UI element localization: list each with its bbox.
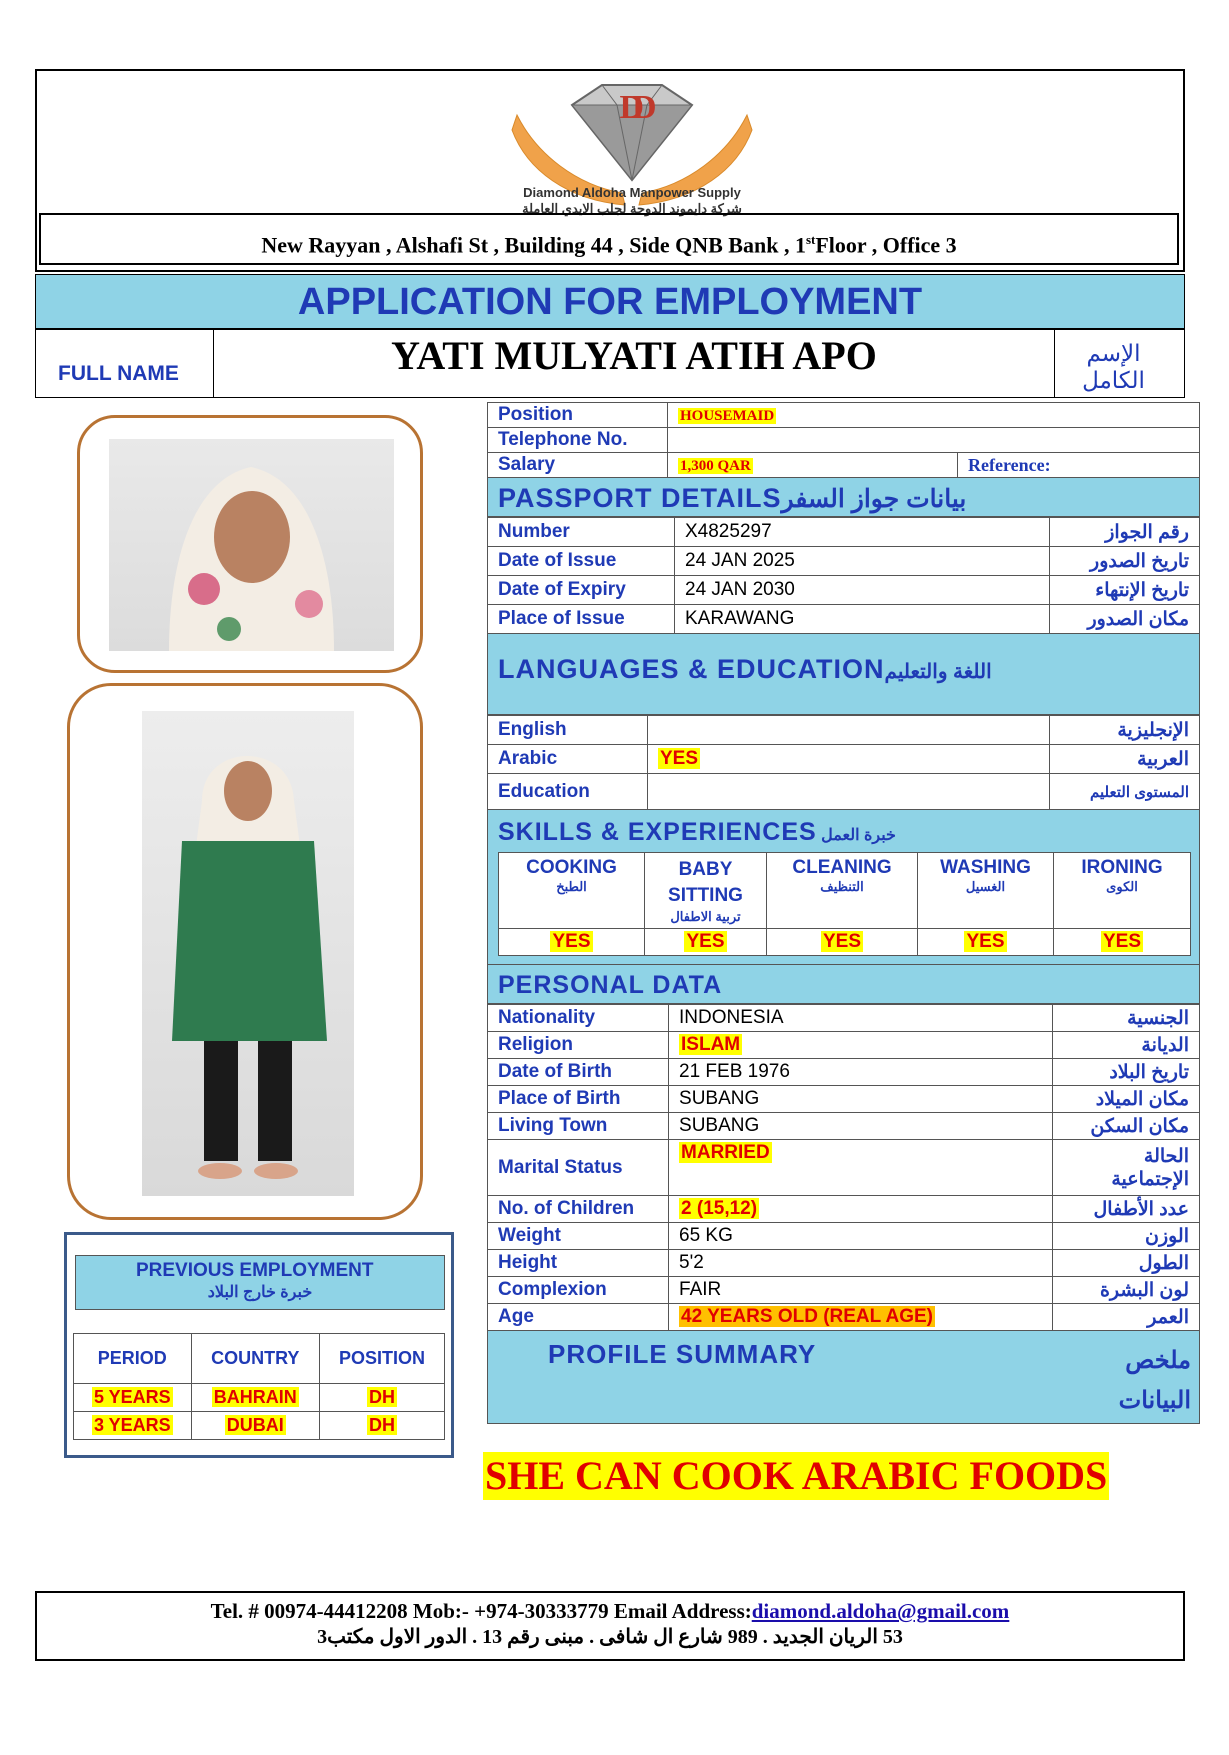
complexion-value: FAIR (669, 1277, 1053, 1304)
profile-summary-title-ar: ملخص البيانات (1118, 1347, 1191, 1414)
skill-washing-ar: الغسيل (965, 879, 1006, 894)
skill-babysitting-label: BABY SITTING (668, 859, 743, 906)
personal-table (487, 1004, 1200, 1331)
telephone-label: Telephone No. (488, 428, 668, 453)
marital-status-value: MARRIED (681, 1142, 770, 1163)
salary-value: 1,300 QAR (680, 458, 751, 474)
company-name-ar: شركة دايموند الدوحة لجلب الايدي العاملة (522, 201, 742, 216)
passport-section-header (487, 478, 1200, 517)
header-box (35, 69, 1185, 272)
previous-employment-title-ar: خبرة خارج البلاد (207, 1284, 313, 1301)
remark-banner (483, 1452, 1109, 1500)
table-row (488, 774, 1200, 810)
details-column (487, 402, 1200, 1424)
passport-issue-value: 24 JAN 2025 (675, 547, 1050, 576)
full-body-photo-frame (67, 683, 423, 1220)
arabic-value: YES (660, 748, 699, 769)
profile-summary-section (487, 1331, 1200, 1424)
previous-employment-box (64, 1232, 454, 1458)
skill-cleaning-label: CLEANING (792, 857, 892, 878)
job-table (487, 402, 1200, 478)
passport-number-label: Number (488, 518, 675, 547)
table-row (488, 1059, 1200, 1086)
skills-section (487, 810, 1200, 965)
skill-cooking-value: YES (552, 931, 591, 952)
table-row (488, 716, 1200, 745)
complexion-ar: لون البشرة (1053, 1277, 1200, 1304)
skill-cleaning-ar: التنظيف (820, 879, 864, 894)
table-row (488, 1250, 1200, 1277)
passport-issue-ar: تاريخ الصدور (1050, 547, 1200, 576)
table-row (488, 1304, 1200, 1331)
table-row (488, 1277, 1200, 1304)
previous-employment-header (75, 1255, 445, 1310)
remark-text: SHE CAN COOK ARABIC FOODS (485, 1453, 1108, 1498)
footer-email-link[interactable]: diamond.aldoha@gmail.com (751, 1599, 1010, 1623)
skill-cleaning-value: YES (822, 931, 862, 952)
table-row (488, 1032, 1200, 1059)
dob-label: Date of Birth (488, 1059, 669, 1086)
footer-address-ar: 53 الريان الجديد . 989 شارع ال شافى . مبنى رقم 13 . الدور الاول مكتب3 (317, 1626, 903, 1648)
religion-value: ISLAM (681, 1034, 741, 1055)
passport-place-ar: مكان الصدور (1050, 605, 1200, 634)
age-label: Age (488, 1304, 669, 1331)
skill-babysitting-value: YES (686, 931, 725, 952)
passport-number-ar: رقم الجواز (1050, 518, 1200, 547)
weight-value: 65 KG (669, 1223, 1053, 1250)
education-ar: المستوى التعليم (1050, 774, 1200, 810)
weight-ar: الوزن (1053, 1223, 1200, 1250)
age-value: 42 YEARS OLD (REAL AGE) (681, 1306, 933, 1327)
full-name-row (35, 329, 1185, 398)
marital-status-ar: الحالة الإجتماعية (1053, 1140, 1200, 1196)
languages-table (487, 715, 1200, 810)
personal-title: PERSONAL DATA (498, 971, 723, 999)
arabic-ar: العربية (1050, 745, 1200, 774)
religion-ar: الديانة (1053, 1032, 1200, 1059)
skill-washing-value: YES (966, 931, 1005, 952)
prev-period: 5 YEARS (93, 1387, 171, 1407)
passport-place-label: Place of Issue (488, 605, 675, 634)
languages-title-ar: اللغة والتعليم (884, 661, 992, 683)
height-value: 5'2 (669, 1250, 1053, 1277)
prev-period: 3 YEARS (93, 1415, 171, 1435)
english-label: English (488, 716, 648, 745)
skill-cooking-ar: الطبخ (556, 879, 587, 894)
telephone-value (668, 428, 1200, 453)
page-title: APPLICATION FOR EMPLOYMENT (297, 281, 923, 323)
prev-position: DH (368, 1387, 395, 1407)
prev-position: DH (368, 1415, 395, 1435)
skill-ironing-ar: الكوى (1106, 879, 1138, 894)
arabic-label: Arabic (488, 745, 648, 774)
full-name-label-ar: الإسم الكامل (1082, 340, 1145, 393)
table-row (488, 1113, 1200, 1140)
nationality-label: Nationality (488, 1005, 669, 1032)
table-row (488, 745, 1200, 774)
company-name-en: Diamond Aldoha Manpower Supply (523, 185, 741, 200)
skills-title: SKILLS & EXPERIENCES (498, 818, 817, 846)
children-ar: عدد الأطفال (1053, 1196, 1200, 1223)
address-text: New Rayyan , Alshafi St , Building 44 , Side QNB Bank , 1 (261, 232, 806, 258)
table-row (488, 1086, 1200, 1113)
table-row (488, 518, 1200, 547)
title-bar (35, 274, 1185, 329)
height-ar: الطول (1053, 1250, 1200, 1277)
skills-title-ar: خبرة العمل (821, 827, 896, 844)
living-town-ar: مكان السكن (1053, 1113, 1200, 1140)
height-label: Height (488, 1250, 669, 1277)
full-name-label: FULL NAME (58, 362, 179, 385)
previous-employment-title: PREVIOUS EMPLOYMENT (135, 1260, 374, 1281)
prev-header-country: COUNTRY (191, 1334, 319, 1384)
logo-letters: DD (619, 89, 645, 126)
table-row (488, 1005, 1200, 1032)
profile-summary-title: PROFILE SUMMARY (548, 1339, 817, 1369)
prev-country: BAHRAIN (213, 1387, 297, 1407)
education-value (648, 774, 1050, 810)
age-ar: العمر (1053, 1304, 1200, 1331)
passport-table (487, 517, 1200, 634)
skill-ironing-value: YES (1102, 931, 1142, 952)
salary-label: Salary (488, 453, 668, 478)
personal-section-header (487, 965, 1200, 1004)
passport-expiry-label: Date of Expiry (488, 576, 675, 605)
languages-title: LANGUAGES & EDUCATION (498, 654, 885, 684)
table-row (488, 1223, 1200, 1250)
footer-box (35, 1591, 1185, 1661)
skills-table (498, 852, 1191, 956)
children-value: 2 (15,12) (681, 1198, 758, 1219)
skill-cooking-label: COOKING (526, 857, 617, 878)
table-row (488, 605, 1200, 634)
passport-place-value: KARAWANG (675, 605, 1050, 634)
table-row (488, 547, 1200, 576)
footer-contact: Tel. # 00974-44412208 Mob:- +974-30333779 Email Address: (210, 1599, 752, 1623)
religion-label: Religion (488, 1032, 669, 1059)
table-row (74, 1384, 445, 1412)
education-label: Education (488, 774, 648, 810)
living-town-label: Living Town (488, 1113, 669, 1140)
passport-title-ar: بيانات جواز السفر (781, 485, 967, 513)
portrait-photo (109, 439, 394, 651)
nationality-ar: الجنسية (1053, 1005, 1200, 1032)
prev-header-position: POSITION (319, 1334, 444, 1384)
address-sup: st (805, 232, 816, 247)
languages-section-header (487, 634, 1200, 715)
marital-status-label: Marital Status (488, 1140, 669, 1196)
passport-title: PASSPORT DETAILS (498, 483, 782, 513)
dob-value: 21 FEB 1976 (669, 1059, 1053, 1086)
pob-ar: مكان الميلاد (1053, 1086, 1200, 1113)
table-row (488, 1140, 1200, 1196)
complexion-label: Complexion (488, 1277, 669, 1304)
position-label: Position (488, 403, 668, 428)
portrait-photo-frame (77, 415, 423, 673)
passport-expiry-ar: تاريخ الإنتهاء (1050, 576, 1200, 605)
passport-expiry-value: 24 JAN 2030 (675, 576, 1050, 605)
address-text-end: Floor , Office 3 (815, 232, 957, 258)
english-ar: الإنجليزية (1050, 716, 1200, 745)
full-name-value: YATI MULYATI ATIH APO (391, 333, 877, 378)
children-label: No. of Children (488, 1196, 669, 1223)
prev-header-period: PERIOD (74, 1334, 192, 1384)
skill-washing-label: WASHING (940, 857, 1031, 878)
pob-label: Place of Birth (488, 1086, 669, 1113)
pob-value: SUBANG (669, 1086, 1053, 1113)
table-row (488, 576, 1200, 605)
reference-label: Reference: (958, 453, 1200, 478)
full-body-photo (142, 711, 354, 1196)
living-town-value: SUBANG (669, 1113, 1053, 1140)
passport-issue-label: Date of Issue (488, 547, 675, 576)
prev-country: DUBAI (226, 1415, 284, 1435)
nationality-value: INDONESIA (669, 1005, 1053, 1032)
skill-ironing-label: IRONING (1081, 857, 1163, 878)
dob-ar: تاريخ البلاد (1053, 1059, 1200, 1086)
english-value (648, 716, 1050, 745)
weight-label: Weight (488, 1223, 669, 1250)
position-value: HOUSEMAID (680, 408, 775, 424)
passport-number-value: X4825297 (675, 518, 1050, 547)
address-bar (39, 213, 1179, 265)
table-row (74, 1412, 445, 1440)
table-row (488, 1196, 1200, 1223)
previous-employment-table (73, 1333, 445, 1440)
skill-babysitting-ar: تربية الاطفال (670, 909, 741, 924)
